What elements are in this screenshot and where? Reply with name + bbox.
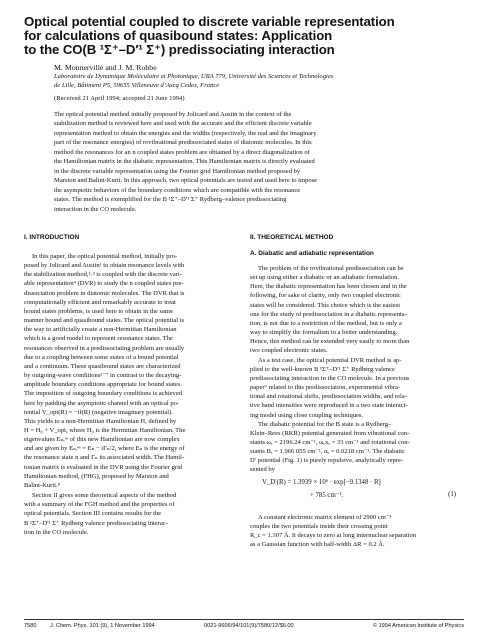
text-line: Here, the diabatic representation has been chosen and in the — [250, 283, 407, 291]
text-line: Balint-Kurti.⁸ — [24, 481, 60, 489]
text-line: Hence, this method can be extended very easily to more than — [250, 338, 410, 346]
text-line: by outgoing-wave conditions⁵⁻⁷ in contrast to the decaying- — [24, 372, 182, 380]
text-line: A constant electronic matrix element of 2900 cm⁻¹ — [258, 513, 392, 521]
text-line: The problem of the rovibrational predissociation can be — [258, 265, 404, 272]
text-line: tonian matrix is evaluated in the DVR using the Fourier grid — [24, 463, 183, 471]
introduction-paragraph-1 — [24, 252, 232, 490]
text-line: R_c = 1.307 Å. It decays to zero at long internuclear separation — [250, 531, 417, 539]
text-line: In this paper, the optical potential method, initially pro- — [32, 253, 178, 260]
received-dates: (Received 21 April 1994; accepted 21 June 1994) — [54, 95, 185, 102]
text-line: Section II gives some theoretical aspects of the method — [32, 492, 177, 500]
copyright: © 1994 American Institute of Physics — [372, 623, 464, 629]
page-footer — [24, 619, 464, 633]
text-line: bound states problems, is used here to obtain in the same — [24, 307, 173, 315]
text-line: predissociating interaction in the CO molecule. In a previous — [250, 374, 410, 382]
right-column — [250, 234, 458, 549]
text-line: The imposition of outgoing boundary conditions is achieved — [24, 390, 183, 398]
text-line: way to simplify the formalism to a better understanding. — [250, 329, 398, 337]
page-number: 7580 — [24, 623, 37, 629]
theory-paragraph-4 — [250, 513, 458, 550]
text-line: and are given by Eₙᵣᵉˢ = Eₙ − iΓₙ/2, where Eₙ is the energy of — [24, 445, 185, 453]
text-line: as a Gaussian function with half-width ΔR = 0.2 Å. — [250, 541, 385, 549]
theory-paragraph-2 — [250, 356, 458, 420]
title-line: for calculations of quasibound states: Application — [24, 28, 333, 43]
text-line: able representation⁴ (DVR) to study the n coupled states pre- — [24, 280, 184, 288]
text-line: and a continuum. These quasibound states are characterized — [24, 362, 181, 370]
text-line: dissociation problem in diatomic molecules. The DVR that is — [24, 289, 185, 297]
text-line: tional and rotational shifts, predissociation widths, and rela- — [250, 393, 407, 401]
text-line: optical potentials. Section III contains results for the — [24, 510, 162, 518]
abstract-line: method the resonances for an n coupled states problem are obtained by a direct diagonalization of — [54, 148, 310, 156]
text-line: manner bound and quasibound states. The optical potential is — [24, 317, 185, 325]
text-line: states will be considered. This choice which is the easiest — [250, 301, 401, 309]
text-line: tive band intensities were reproduced in a two state interact- — [250, 402, 408, 410]
text-line: D′ potential (Fig. 1) is purely repulsive, analytically repre- — [250, 457, 404, 465]
text-line: stants ωₑ = 2196.24 cm⁻¹, ωₑxₑ = 33 cm⁻¹ and rotational con- — [250, 438, 410, 446]
text-line: two coupled electronic states. — [250, 347, 328, 355]
equation-1 — [250, 479, 458, 507]
equation-number: (1) — [448, 490, 456, 498]
article-title — [24, 15, 464, 57]
affiliation-line: Laboratoire de Dynamique Moléculaire et Photonique, URA 779, Université des Sciences et Technologies — [54, 73, 334, 80]
text-line: the way to artificially create a non-Hermitian Hamiltonian — [24, 326, 177, 334]
text-line: The diabatic potential for the B state is a Rydberg– — [258, 420, 392, 428]
introduction-paragraph-2 — [24, 491, 232, 537]
abstract-line: Marston and Balint-Kurti. In this approach, two optical potentials are tested and used here to impose — [54, 177, 318, 185]
text-line: B ¹Σ⁺–D′¹ Σ⁺ Rydberg valence predissociating interac- — [24, 519, 168, 527]
text-line: This yields to a non-Hermitian Hamiltonian H, defined by — [24, 417, 177, 425]
text-line: posed by Jolicard and Austin¹ to obtain resonance levels with — [24, 262, 185, 270]
theory-paragraph-3 — [250, 420, 458, 475]
text-line: sented by — [250, 466, 275, 474]
theory-paragraph-1 — [250, 264, 458, 356]
text-line: tion in the CO molecule. — [24, 528, 89, 536]
affiliation — [54, 73, 333, 90]
abstract-line: the asymptotic behaviors of the boundary conditions which are compatible with the resonance — [54, 186, 301, 194]
abstract-line: The optical potential method initially proposed by Jolicard and Austin in the context of the — [54, 111, 292, 118]
article-code: 0021-9606/94/101(9)/7580/12/$6.00 — [204, 623, 294, 629]
text-line: resonances observed in a predissociating problem are usually — [24, 344, 185, 352]
abstract-line: representation method to obtain the energies and the widths (respectively, the real and the imaginary — [54, 129, 317, 137]
text-line: set up using either a diabatic or an adiabatic formulation. — [250, 274, 400, 282]
text-line: tential V_opt(R) = −if(R) (negative imaginary potential). — [24, 408, 173, 416]
abstract-line: part of the resonance energies) of rovibrational predissociated states of diatomic molecules. In this — [54, 139, 312, 147]
text-line: As a test case, the optical potential DVR method is ap- — [258, 356, 402, 364]
text-line: Klein–Rees (RKR) potential generated from vibrational con- — [250, 429, 410, 437]
text-line: couples the two potentials inside their crossing point — [250, 522, 388, 530]
abstract-line: in the discrete variable representation using the Fourier grid Hamiltonian method proposed by — [54, 167, 301, 175]
journal-citation: J. Chem. Phys. 101 (9), 1 November 1994 — [50, 623, 155, 629]
abstract — [54, 110, 420, 214]
text-line: following, for sake of clarity, only two coupled electronic — [250, 292, 401, 300]
text-line: one for the study of predissociation in a diabatic representa- — [250, 310, 407, 318]
text-line: plied to the well-known B ¹Σ⁺–D′¹ Σ⁺ Rydberg valence — [250, 365, 395, 373]
text-line: which is a good model to represent resonance states. The — [24, 335, 173, 343]
text-line: H = H₀ + V_opt, where H₀ is the Hermitian Hamiltonian. The — [24, 426, 186, 434]
text-line: computationally efficient and remarkably accurate to treat — [24, 298, 176, 306]
section-heading-theoretical-method: II. THEORETICAL METHOD — [250, 234, 334, 241]
abstract-line: the Hamiltonian matrix in the diabatic representation. This Hamiltonian matrix is directly evaluated — [54, 158, 315, 166]
section-heading-introduction: I. INTRODUCTION — [24, 234, 80, 241]
title-line: Optical potential coupled to discrete variable representation — [24, 14, 395, 29]
left-column — [24, 234, 232, 537]
affiliation-line: de Lille, Bâtiment P5, 59655 Villeneuve d’Ascq Cedex, France — [54, 81, 220, 89]
subsection-heading: A. Diabatic and adiabatic representation — [250, 250, 374, 257]
abstract-line: interaction in the CO molecule. — [54, 205, 137, 213]
text-line: here by padding the asymptotic channel with an optical po- — [24, 399, 180, 407]
text-line: Hamiltonian method, (FHG), proposed by Marston and — [24, 472, 169, 480]
authors: M. Monnerville and J. M. Robbe — [54, 63, 157, 72]
text-line: stants Bₑ = 1.966 055 cm⁻¹, αₑ = 0.0218 cm⁻¹. The diabatic — [250, 448, 405, 456]
text-line: tion, is not due to a restriction of the method, but is only a — [250, 319, 402, 327]
text-line: with a summary of the FGH method and the properties of — [24, 501, 175, 509]
text-line: eigenvalues Eₙᵣᵉˢ of this new Hamiltonian are now complex — [24, 436, 180, 444]
text-line: amplitude boundary conditions appropriate for bound states. — [24, 381, 182, 389]
text-line: the resonance state n and Γₙ its associated width. The Hamil- — [24, 454, 185, 462]
abstract-line: stabilization method is reviewed here and used with the accurate and the efficient discrete variable — [54, 120, 312, 128]
text-line: due to a coupling between some states of a bound potential — [24, 353, 179, 361]
title-line: to the CO(B ¹Σ⁺–D′¹ Σ⁺) predissociating interaction — [24, 42, 335, 57]
text-line: ing model using close coupling techniques. — [250, 411, 364, 419]
equation-line: V_D′(R) = 1.3939 × 10⁶ · exp[−9.1348 · R] — [262, 478, 381, 486]
text-line: the stabilization method,²˒³ is coupled with the discrete vari- — [24, 271, 182, 279]
abstract-line: states. The method is exemplified for the B ¹Σ⁺–D′¹ Σ⁺ Rydberg–valence predissociating — [54, 196, 287, 204]
equation-line: + 785 cm⁻¹. — [310, 491, 344, 499]
text-line: paper⁹ related to this predissociation, experimental vibra- — [250, 384, 401, 392]
